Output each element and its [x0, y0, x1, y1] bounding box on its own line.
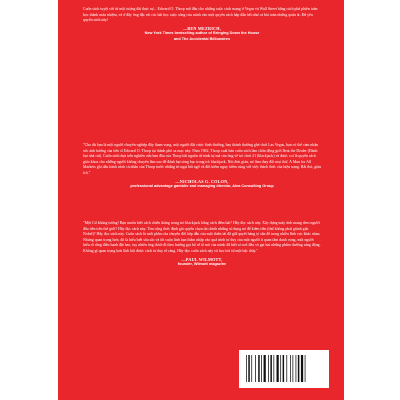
- review-quote: "Một Cứ không tưởng! Bạn muốn biết cách chiến thắng trong trò blackjack bằng cách đếm bài? Hãy đọc sách này. Xây dựng máy tính mang theo người đầu tiên trên thế giới? Hãy đọc sách này. Tìm cộng thức định giá quyền chọn tài chính những số dụng nó để kiếm tiền (thứ không phải giành giải Nobel)? Hãy đọc sách này. Cuốn sách là mới phần câu chuyện đời hấp dẫn của một thiên tài đã giữ quyết hàng tỷ sắn để trong nhiều lĩnh vực khác nhau. Nhưng quan trọng hơn, đó là hiểu biết sâu sắc và tốt cuộn linh bạn thâm nhập vào quá trình tư duy của một người ít quan tâm danh vọng, một người hiểu rõ rằng điều hạnh đặt bao, tuy nhiên ông thích đi theo hướng gọi bổ sẽ tô mô của mình đã biết có nơi đầu và gạt hai những phẩm thường sáng động. Không gì quan trọng hơn lĩnh hội được cách tư duy rõ ràng. Hãy đọc cuốn sách này và học hỏi từ một bậc thầy.": [83, 221, 321, 253]
- back-cover: [58, 0, 344, 400]
- barcode-label: [239, 350, 329, 388]
- barcode-icon: [245, 355, 323, 382]
- review-quote: "Cho dù bạn là một người chuyên nghiệp đầy tham vọng, một người đặt cược bình thường, hay thành thường ghé chơi Las Vegas, bạn có thể cảm nhận sức ảnh hưởng của tiến sĩ Edward O. Thorp tại thành phố sa mạc này. Năm 1962, Thorp xuất bản cuốn sách làm chấn động giới Beat the Dealer (Đánh bại nhà cái). Cuốn sách dựa trên nghiên cứu ban đầu của Thorp bắt nguồn từ trình tự mà của ông về trò chơi 21 (blackjack) và được coi là quyển sách giáo khoa cho những người không chuyên làm sao để đánh bại sòng bạc trong trò blackjack. Nói đơn giản, nó làm thay đổi mọi thứ. A Man for All Markets ghi dấu hành trình cá nhân của Thorp trước những trì ngại bất ngờ và đời kiếm nguy hiểm cùng với việc thách thức của hiện trạng. Rất thú, giàu ích.": [83, 143, 321, 175]
- reviewer-name: —NICHOLAS G. COLON,: [175, 178, 229, 184]
- review-block: [83, 221, 321, 268]
- review-quote: Cuốn sách tuyệt vời từ một tượng đài thực sự... Edward O. Thorp mở đầu cho những cuộc cách mạng ở Vegas và Wall Street bằng cách phá phiên toàn học thành máu nhiệm, và ở đây ông đặc rút các bài học cuộc sống của mình vào một quyển sách hấp dẫn hết như cả bài toán những quân át. Đã yêu quyển sách này!: [83, 7, 318, 23]
- review-attribution: [83, 26, 321, 42]
- reviewer-role: New York Times bestselling author of Bringing Down the House: [144, 31, 260, 36]
- reviewer-name: —PAUL WILMOTT,: [181, 256, 223, 262]
- review-attribution: [83, 179, 321, 190]
- reviewer-name: —BEN MEZRICH,: [183, 25, 221, 31]
- review-block: [83, 143, 321, 190]
- reviewer-role: founder, Wilmott magazine: [177, 262, 227, 267]
- review-attribution: [83, 257, 321, 268]
- reviewer-role: and The Accidental Billionaires: [173, 36, 231, 41]
- reviewer-role: professional advantage gambler and managing director, Alea Consulting Group: [130, 184, 274, 189]
- review-block: [83, 7, 321, 42]
